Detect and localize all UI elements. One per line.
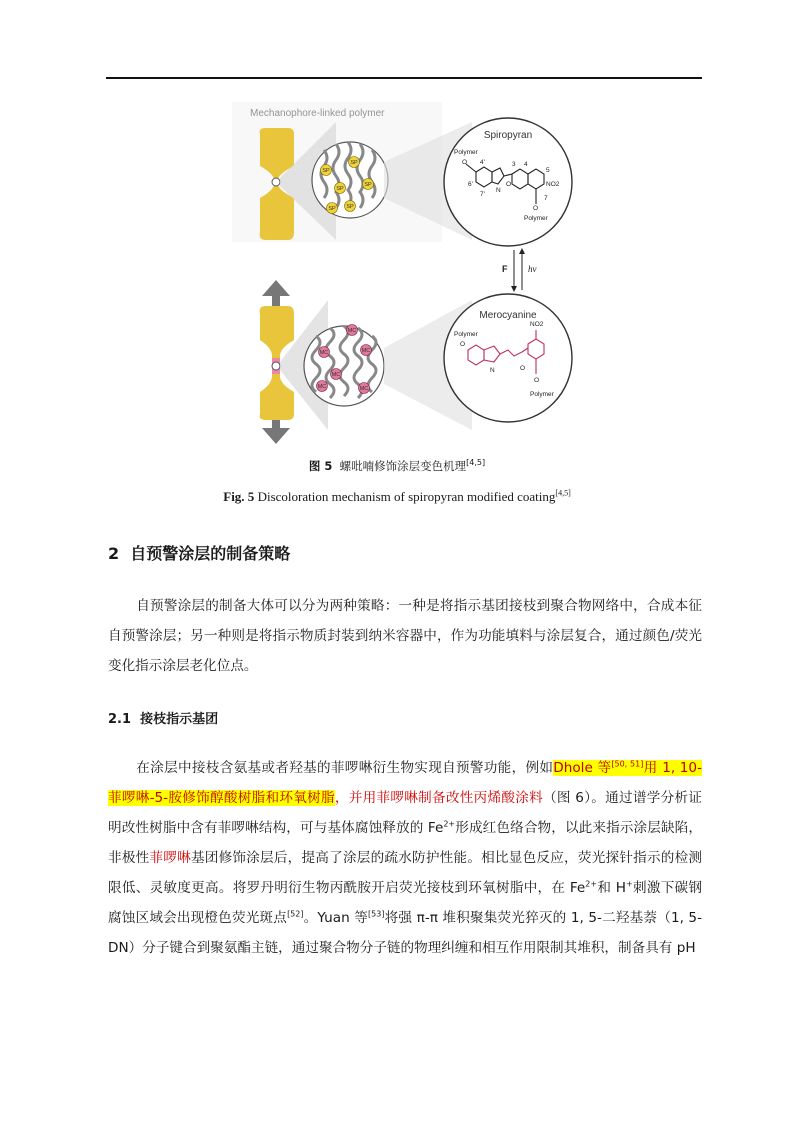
paragraph-strategies: 自预警涂层的制备大体可以分为两种策略：一种是将指示基团接枝到聚合物网络中，合成本征自预警涂层；另一种则是将指示物质封装到纳米容器中，作为功能填料与涂层复合，通过颜色/荧光变化指示涂层老化位点。 — [108, 598, 702, 674]
svg-text:O: O — [506, 181, 512, 188]
header-rule — [106, 77, 702, 79]
svg-text:Polymer: Polymer — [530, 391, 554, 398]
spiropyran-mechanism-diagram — [232, 100, 582, 450]
svg-text:O: O — [462, 159, 468, 166]
svg-text:3: 3 — [512, 161, 516, 168]
force-light-arrows — [502, 248, 537, 292]
highlight-phenanthroline-resin: 用 1, 10-菲啰啉-5-胺修饰醇酸树脂和环氧树脂 — [108, 760, 702, 806]
svg-text:O: O — [520, 365, 526, 372]
section-heading: 2 自预警涂层的制备策略 — [108, 544, 291, 563]
svg-text:Polymer: Polymer — [524, 215, 548, 222]
red-text-acrylic: 并用菲啰啉制备改性丙烯酸涂料 — [348, 790, 543, 806]
svg-text:7': 7' — [480, 191, 485, 198]
svg-text:N: N — [496, 187, 501, 194]
svg-text:SP: SP — [346, 204, 354, 210]
merocyanine-title: Merocyanine — [479, 310, 537, 321]
mc-network-circle — [304, 325, 384, 407]
svg-text:MC: MC — [359, 386, 369, 392]
svg-text:MC: MC — [317, 384, 327, 390]
subsection-heading: 2.1 接枝指示基团 — [108, 712, 219, 727]
svg-text:MC: MC — [319, 350, 329, 356]
red-text-phenanthroline: 菲啰啉 — [149, 850, 191, 866]
svg-text:NO2: NO2 — [530, 321, 544, 328]
svg-text:MC: MC — [347, 328, 357, 334]
svg-text:6': 6' — [468, 181, 473, 188]
svg-text:N: N — [490, 367, 495, 374]
svg-text:O: O — [533, 205, 539, 212]
svg-text:F: F — [502, 264, 508, 274]
svg-text:SP: SP — [328, 206, 336, 212]
spiropyran-title: Spiropyran — [483, 130, 533, 141]
svg-text:5: 5 — [546, 167, 550, 174]
svg-text:SP: SP — [322, 168, 330, 174]
figure-caption-en: Fig. 5 Discoloration mechanism of spiropyran modified coating[4,5] — [223, 488, 571, 504]
svg-text:NO2: NO2 — [546, 181, 560, 188]
svg-text:SP: SP — [350, 160, 358, 166]
svg-text:SP: SP — [364, 182, 372, 188]
svg-text:Polymer: Polymer — [454, 149, 478, 156]
sp-network-circle — [312, 142, 388, 218]
svg-text:hv: hv — [528, 264, 537, 274]
figure-caption-cn: 图 5 螺吡喃修饰涂层变色机理[4,5] — [308, 458, 486, 473]
svg-text:Polymer: Polymer — [454, 331, 478, 338]
svg-text:7: 7 — [544, 195, 548, 202]
paragraph-grafting: 在涂层中接枝含氨基或者羟基的菲啰啉衍生物实现自预警功能，例如Dhole 等[50, 51]用 1, 10-菲啰啉-5-胺修饰醇酸树脂和环氧树脂，并用菲啰啉制备改性丙烯酸涂料（图 6）。通过谱学分析证明改性树脂中含有菲啰啉结构，可与基体腐蚀释放的 $Fe^{2+}$形成红色络合物，以此来指示涂层缺陷，非极性菲啰啉基团修饰涂层后，提高了涂层的疏水防护性能。相比显色反应，荧光探针指示的检测限低、灵敏度更高。将罗丹明衍生物丙酰胺开启荧光接枝到环氧树脂中，在 $Fe^{2+}$和 H+刺激下碳钢腐蚀区域会出现橙色荧光斑点[52]。Yuan 等[53]将强 π-π 堆积聚集荧光猝灭的 1, 5-二羟基萘（1, 5-DN）分子键合到聚氨酯主链，通过聚合物分子链的物理纠缠和相互作用限制其堆积，制备具有 pH — [108, 759, 703, 956]
svg-text:MC: MC — [361, 348, 371, 354]
merocyanine-circle — [444, 294, 572, 422]
figure-5 — [232, 100, 582, 450]
svg-text:4: 4 — [524, 161, 528, 168]
svg-text:O: O — [460, 341, 466, 348]
svg-text:O: O — [534, 377, 540, 384]
svg-text:4': 4' — [480, 159, 485, 166]
highlight-dhole: Dhole 等[50, 51] — [553, 759, 644, 776]
svg-text:SP: SP — [336, 186, 344, 192]
spiropyran-circle — [444, 118, 572, 246]
svg-text:MC: MC — [331, 372, 341, 378]
